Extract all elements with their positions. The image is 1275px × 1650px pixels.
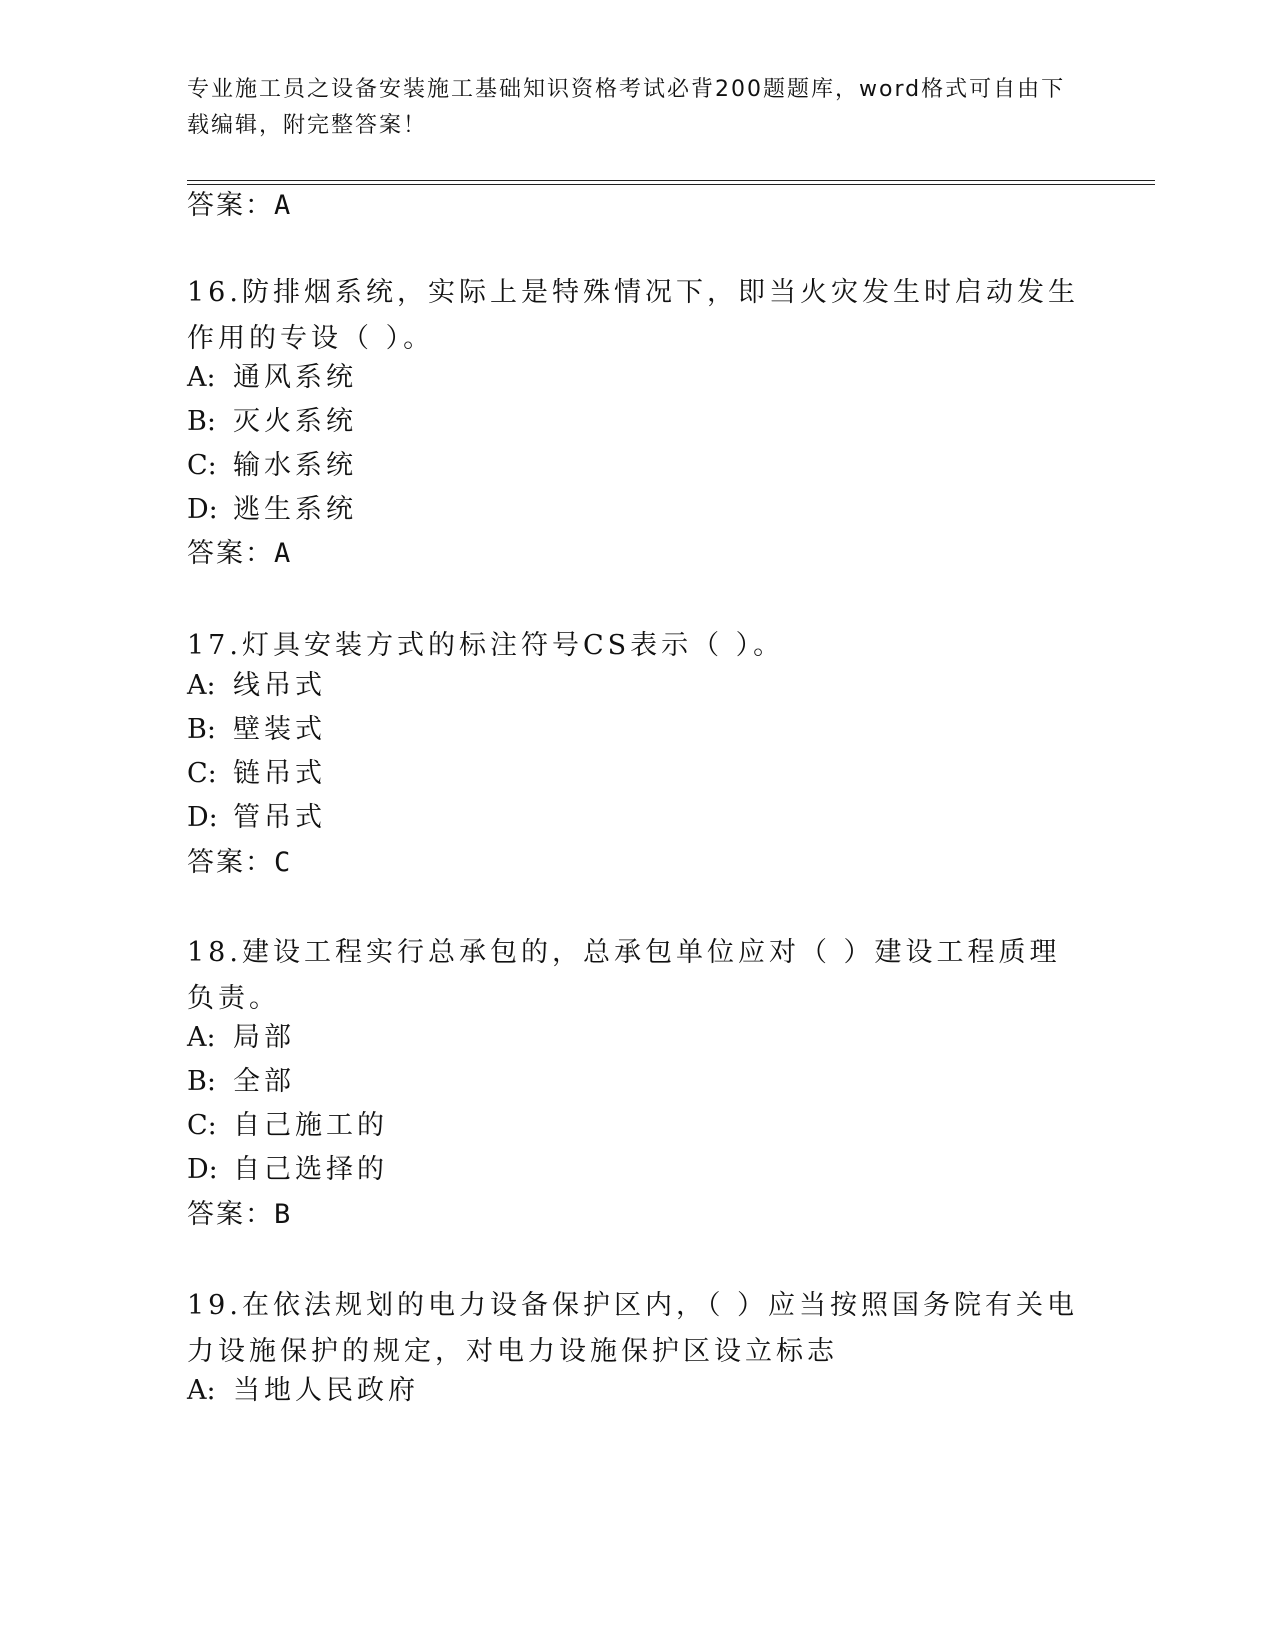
option-d (187, 800, 326, 836)
option-label: A: (187, 1022, 216, 1053)
option-a (187, 668, 326, 704)
option-label: A: (187, 670, 216, 701)
option-label: D: (187, 802, 218, 833)
option-label: B: (187, 406, 216, 437)
option-c (187, 1108, 388, 1144)
answer-line (187, 1197, 292, 1233)
option-a (187, 1020, 295, 1056)
header-divider-bottom (187, 184, 1155, 185)
option-text: 线吊式 (233, 670, 326, 701)
question-text: 17.灯具安装方式的标注符号CS表示（ ）。 (187, 630, 785, 661)
answer-value: A (274, 190, 293, 221)
option-a (187, 1373, 419, 1409)
answer-value: B (274, 1199, 293, 1230)
option-text: 逃生系统 (233, 494, 357, 525)
option-text: 全部 (233, 1066, 295, 1097)
question-text: 16.防排烟系统，实际上是特殊情况下，即当火灾发生时启动发生作用的专设（ ）。 (187, 277, 1079, 354)
option-label: A: (187, 362, 216, 393)
option-text: 灭火系统 (233, 406, 357, 437)
option-label: B: (187, 714, 216, 745)
header-divider-top (187, 180, 1155, 181)
answer-label: 答案： (187, 1199, 274, 1230)
answer-label: 答案： (187, 538, 274, 569)
answer-line (187, 536, 292, 572)
question-text: 19.在依法规划的电力设备保护区内，（ ）应当按照国务院有关电力设施保护的规定，对电力设施保护区设立标志 (187, 1290, 1079, 1367)
answer-line (187, 845, 292, 881)
option-text: 链吊式 (233, 758, 326, 789)
option-a (187, 360, 357, 396)
option-label: A: (187, 1375, 216, 1406)
answer-value: A (274, 538, 293, 569)
option-c (187, 756, 326, 792)
option-b (187, 712, 326, 748)
option-label: C: (187, 1110, 217, 1141)
option-text: 管吊式 (233, 802, 326, 833)
answer-label: 答案： (187, 847, 274, 878)
option-text: 当地人民政府 (233, 1375, 419, 1406)
answer-label: 答案： (187, 190, 274, 221)
question-text: 18.建设工程实行总承包的，总承包单位应对（ ）建设工程质理负责。 (187, 937, 1061, 1014)
answer-line (187, 188, 292, 224)
option-label: B: (187, 1066, 216, 1097)
option-text: 输水系统 (233, 450, 357, 481)
option-d (187, 1152, 388, 1188)
option-label: C: (187, 450, 217, 481)
answer-value: C (274, 847, 293, 878)
option-d (187, 492, 357, 528)
option-text: 自己选择的 (233, 1154, 388, 1185)
option-b (187, 404, 357, 440)
option-label: D: (187, 1154, 218, 1185)
option-text: 自己施工的 (233, 1110, 388, 1141)
option-text: 通风系统 (233, 362, 357, 393)
option-b (187, 1064, 295, 1100)
option-text: 壁装式 (233, 714, 326, 745)
page-header-title: 专业施工员之设备安装施工基础知识资格考试必背200题题库，word格式可自由下载编辑，附完整答案！ (187, 77, 1066, 138)
option-c (187, 448, 357, 484)
option-label: C: (187, 758, 217, 789)
option-label: D: (187, 494, 218, 525)
option-text: 局部 (233, 1022, 295, 1053)
